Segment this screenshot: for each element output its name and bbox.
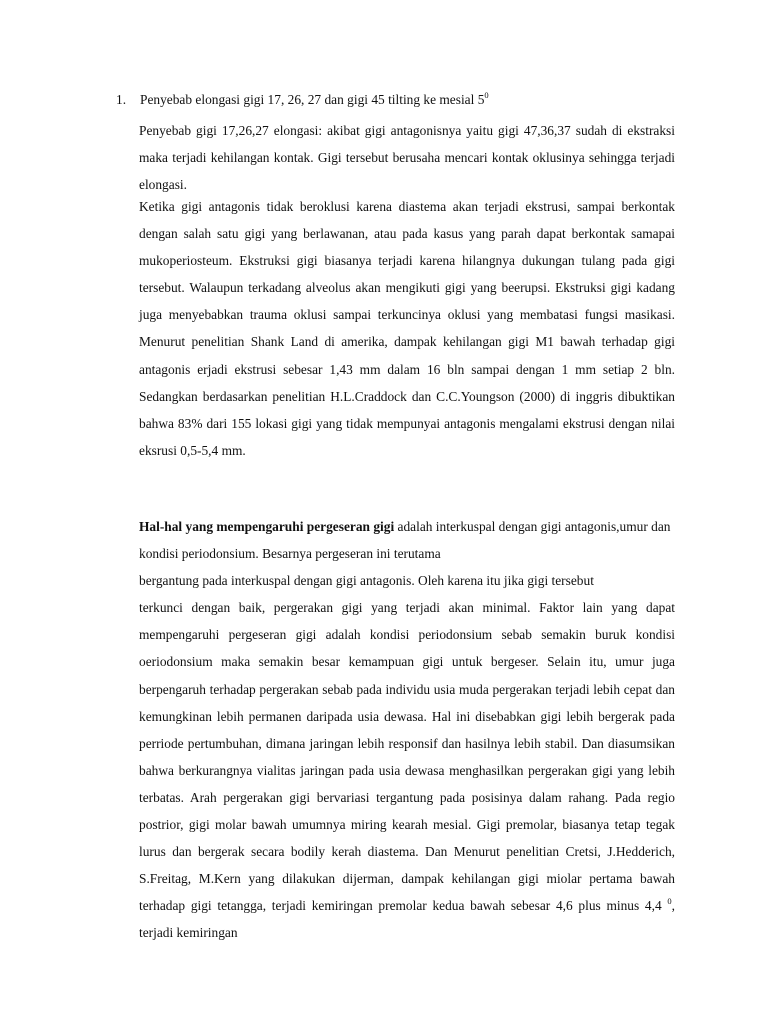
paragraph-extrusion: Ketika gigi antagonis tidak beroklusi karena diastema akan terjadi ekstrusi, sampai berkontak dengan salah satu gigi yang berlawanan, atau pada kasus yang parah dapat berkontak samapai mukoperiosteum. Ekstruksi gigi biasanya terjadi karena hilangnya dukungan tulang pada gigi tersebut. Walaupun terkadang alveolus akan mengikuti gigi yang beerupsi. Ekstruksi gigi kadang juga menyebabkan trauma oklusi sampai terkuncinya oklusi yang membatasi fungsi masikasi. Menurut penelitian Shank Land di amerika, dampak kehilangan gigi M1 bawah terhadap gigi antagonis erjadi ekstrusi sebesar 1,43 mm dalam 16 bln sampai dengan 1 mm setiap 2 bln. Sedangkan berdasarkan penelitian H.L.Craddock dan C.C.Youngson (2000) di inggris dibuktikan bahwa 83% dari 155 lokasi gigi yang tidak mempunyai antagonis mengalami ekstrusi dengan nilai eksrusi 0,5-5,4 mm.: [139, 199, 675, 458]
paragraph-elongation-cause: Penyebab gigi 17,26,27 elongasi: akibat gigi antagonisnya yaitu gigi 47,36,37 sudah di ekstraksi maka terjadi kehilangan kontak. Gigi tersebut berusaha mencari kontak oklusinya sehingga terjadi elongasi.: [139, 123, 675, 193]
degree-superscript: 0: [484, 89, 489, 100]
item-heading-text: Penyebab elongasi gigi 17, 26, 27 dan gigi 45 tilting ke mesial 5: [140, 92, 485, 107]
numbered-item-heading: [116, 90, 676, 110]
paragraph-line-b: bergantung pada interkuspal dengan gigi antagonis. Oleh karena itu jika gigi tersebut: [139, 573, 594, 589]
degree-superscript-2: 0: [667, 895, 672, 906]
paragraph-body: [139, 594, 675, 946]
paragraph-tooth-shift-factors: [139, 513, 675, 947]
bold-lead-phrase: Hal-hal yang mempengaruhi pergeseran gigi: [139, 519, 395, 534]
paragraph-lead-lines: [139, 513, 675, 567]
body-text-end: , terjadi kemiringan: [139, 898, 675, 941]
lead-rest-text: adalah interkuspal dengan gigi antagonis,umur dan kondisi periodonsium. Besarnya pergeseran ini terutama: [139, 519, 671, 562]
body-text: terkunci dengan baik, pergerakan gigi yang terjadi akan minimal. Faktor lain yang dapat mempengaruhi pergeseran gigi adalah kondisi periodonsium sebab semakin buruk kondisi oeriodonsium maka semakin besar kemampuan gigi untuk bergeser. Selain itu, umur juga berpengaruh terhadap pergerakan sebab pada individu usia muda pergerakan terjadi lebih cepat dan kemungkinan lebih permanen daripada usia dewasa. Hal ini disebabkan gigi lebih bergerak pada perriode pertumbuhan, dimana jaringan lebih responsif dan hasilnya lebih stabil. Dan diasumsikan bahwa berkurangnya vialitas jaringan pada usia dewasa menghasilkan pergerakan gigi yang lebih terbatas. Arah pergerakan gigi bervariasi tergantung pada posisinya dalam rahang. Pada regio postrior, gigi molar bawah umumnya miring kearah mesial. Gigi premolar, biasanya tetap tegak lurus dan bergerak secara bodily kerah diastema. Dan Menurut penelitian Cretsi, J.Hedderich, S.Freitag, M.Kern yang dilakukan dijerman, dampak kehilangan gigi miolar pertama bawah terhadap gigi tetangga, terjadi kemiringan premolar kedua bawah sebesar 4,6 plus minus 4,4: [139, 600, 675, 914]
item-number: 1.: [116, 92, 127, 107]
